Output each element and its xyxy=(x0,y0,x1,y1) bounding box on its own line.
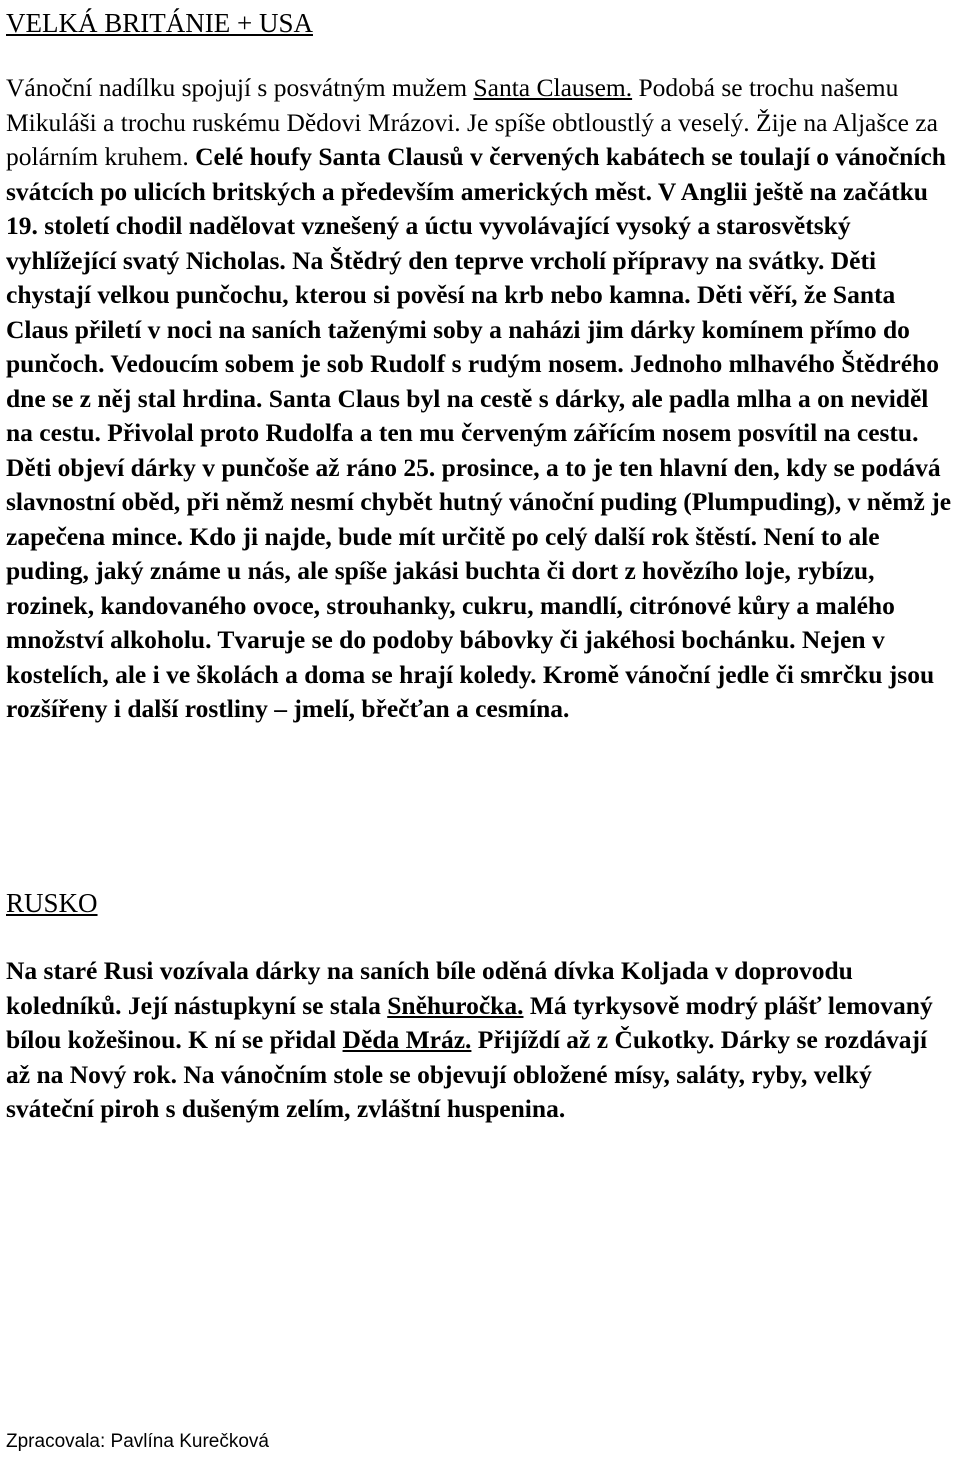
paragraph-ru-intro: Na staré Rusi vozívala dárky na saních bíle oděná dívka Koljada v doprovodu koledníků. Její nástupkyní se stala xyxy=(6,956,853,1020)
heading-russia: RUSKO xyxy=(6,888,98,918)
paragraph-uk-bold-text: Celé houfy Santa Clausů v červených kabátech se toulají o vánočních svátcích po ulicích britských a především amerických měst. V Anglii ještě na začátku 19. století chodil nadělovat vznešený a úctu vyvolávající vysoký a starosvětský vyhlížející svatý Nicholas. Na Štědrý den teprve vrcholí přípravy na svátky. Děti chystají velkou punčochu, kterou si pověsí na krb nebo kamna. Děti věří, že Santa Claus přiletí v noci na saních taženými soby a naházi jim dárky komínem přímo do punčoch. Vedoucím sobem je sob Rudolf s rudým nosem. Jednoho mlhavého Štědrého dne se z něj stal hrdina. Santa Claus byl na cestě s dárky, ale padla mlha a on neviděl na cestu. Přivolal proto Rudolfa a ten mu červeným zářícím nosem posvítil na cestu. Děti objeví dárky v punčoše až ráno 25. prosince, a to je ten hlavní den, kdy se podává slavnostní oběd, při němž nesmí chybět hutný vánoční puding (Plumpuding), v němž je zapečena mince. Kdo ji najde, bude mít určitě po celý další rok štěstí. Není to ale puding, jaký známe u nás, ale spíše jakási buchta či dort z hovězího loje, rybízu, rozinek, kandovaného ovoce, strouhanky, cukru, mandlí, citrónové kůry a malého množství alkoholu. Tvaruje se do podoby bábovky či jakéhosi bochánku. Nejen v kostelích, ale i ve školách a doma se hrají koledy. Kromě vánoční jedle či smrčku jsou rozšířeny i další rostliny – jmelí, břečťan a cesmína. xyxy=(6,142,952,723)
paragraph-russia xyxy=(6,954,956,1127)
santa-claus-link[interactable]: Santa Clausem. xyxy=(473,73,633,102)
paragraph-ru-end: Přijíždí až z Čukotky. Dárky se rozdávají až na Nový rok. Na vánočním stole se objevují obložené mísy, saláty, ryby, velký sváteční piroh s dušeným zelím, zvláštní huspenina. xyxy=(6,1025,928,1123)
deda-mraz-link[interactable]: Děda Mráz. xyxy=(342,1025,472,1054)
author-credit: Zpracovala: Pavlína Kurečková xyxy=(6,1431,269,1452)
heading-great-britain-usa: VELKÁ BRITÁNIE + USA xyxy=(6,8,313,38)
paragraph-ru-middle: Má tyrkysově modrý plášť lemovaný bílou kožešinou. K ní se přidal xyxy=(6,990,933,1054)
snehurocka-link[interactable]: Sněhuročka. xyxy=(387,990,524,1020)
paragraph-uk-intro: Vánoční nadílku spojují s posvátným mužem xyxy=(6,73,474,102)
paragraph-great-britain-usa xyxy=(6,71,956,727)
paragraph-uk-middle: Podobá se trochu našemu Mikuláši a trochu ruskému Dědovi Mrázovi. Je spíše obtloustlý a veselý. Žije na Aljašce za polárním kruhem. xyxy=(6,73,938,171)
